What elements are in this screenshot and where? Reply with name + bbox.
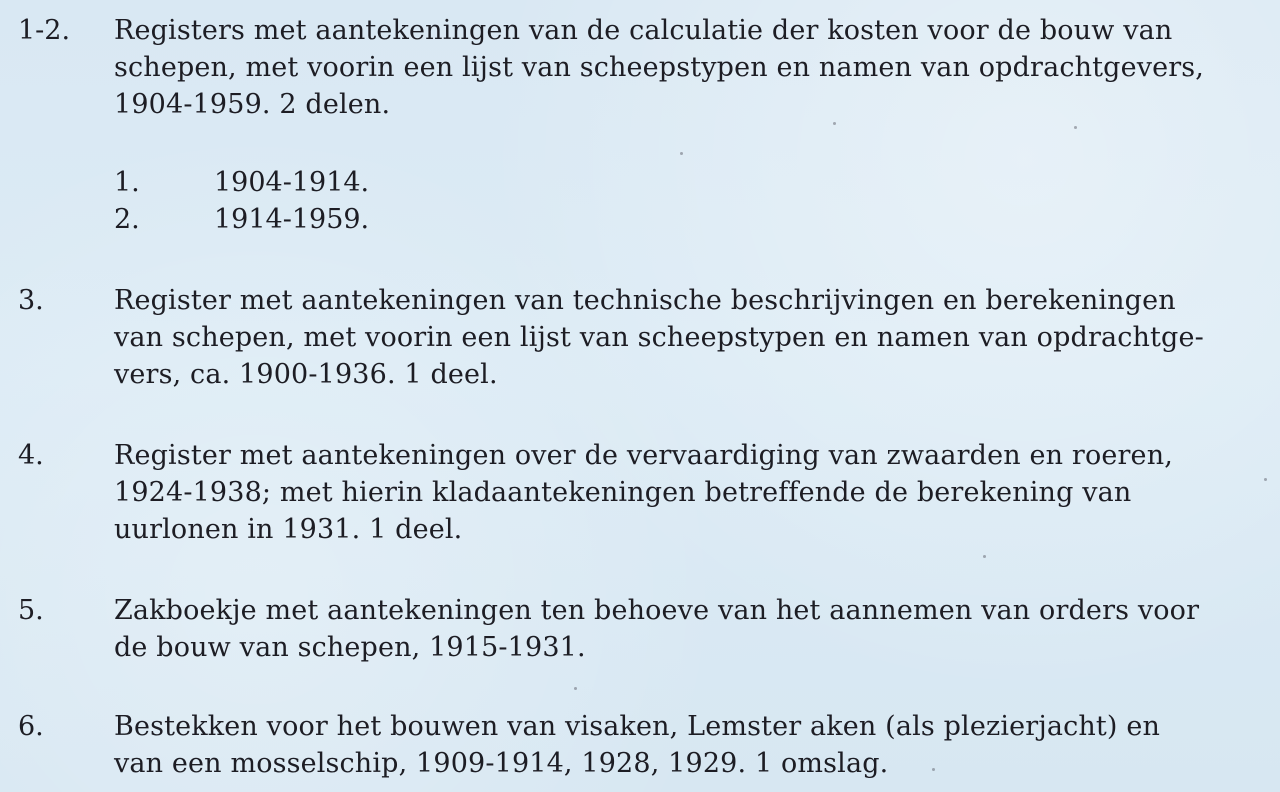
entry-line: Register met aantekeningen van technische beschrijvingen en berekeningen — [114, 285, 1176, 316]
entry-description — [114, 592, 1252, 666]
page-speck — [983, 555, 986, 558]
entry-number: 1-2. — [18, 15, 71, 46]
entry-line: Registers met aantekeningen van de calculatie der kosten voor de bouw van — [114, 15, 1173, 46]
entry-line: de bouw van schepen, 1915-1931. — [114, 632, 586, 663]
entry-line: Zakboekje met aantekeningen ten behoeve van het aannemen van orders voor — [114, 595, 1200, 626]
subentry-text: 1914-1959. — [214, 204, 370, 235]
subentry-number: 2. — [114, 204, 140, 235]
subentry-text: 1904-1914. — [214, 167, 370, 198]
entry-line: 1924-1938; met hierin kladaantekeningen betreffende de berekening van — [114, 477, 1132, 508]
page-speck — [1074, 126, 1077, 129]
entry-description — [114, 282, 1252, 393]
subentry-list — [114, 164, 534, 238]
entry-number: 6. — [18, 711, 44, 742]
entry-line: van een mosselschip, 1909-1914, 1928, 1929. 1 omslag. — [114, 748, 889, 779]
subentry-number: 1. — [114, 167, 140, 198]
entry-line: Bestekken voor het bouwen van visaken, Lemster aken (als plezierjacht) en — [114, 711, 1160, 742]
subentry — [114, 164, 534, 201]
entry-line: Register met aantekeningen over de vervaardiging van zwaarden en roeren, — [114, 440, 1173, 471]
entry-line: vers, ca. 1900-1936. 1 deel. — [114, 359, 498, 390]
entry-number: 5. — [18, 595, 44, 626]
entry-description — [114, 12, 1252, 123]
page-speck — [680, 152, 683, 155]
entry-line: van schepen, met voorin een lijst van scheepstypen en namen van opdrachtge- — [114, 322, 1204, 353]
entry-line: schepen, met voorin een lijst van scheepstypen en namen van opdrachtgevers, — [114, 52, 1205, 83]
entry-description — [114, 437, 1252, 548]
entry-number: 4. — [18, 440, 44, 471]
page-speck — [1264, 478, 1267, 481]
page-speck — [574, 687, 577, 690]
entry-description — [114, 708, 1252, 782]
entry-line: uurlonen in 1931. 1 deel. — [114, 514, 463, 545]
entry-number: 3. — [18, 285, 44, 316]
entry-line: 1904-1959. 2 delen. — [114, 89, 391, 120]
subentry — [114, 201, 534, 238]
